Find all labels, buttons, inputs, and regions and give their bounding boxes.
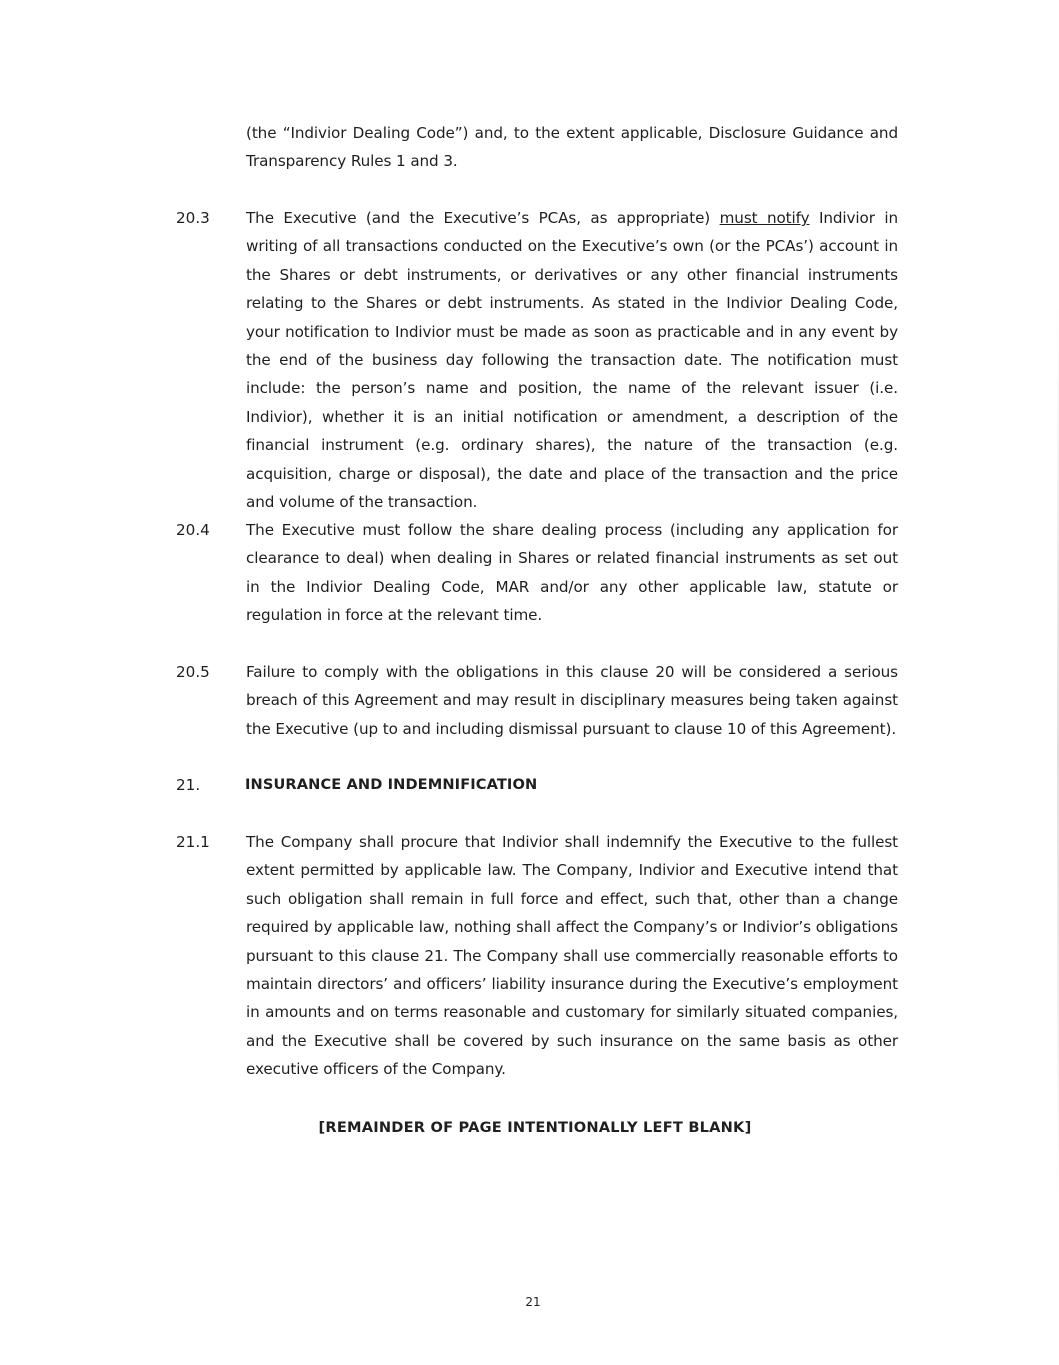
clause-20-5-number: 20.5 bbox=[176, 663, 210, 681]
remainder-blank-note: [REMAINDER OF PAGE INTENTIONALLY LEFT BLANK] bbox=[318, 1119, 752, 1136]
clause-20-3-text-rest: Indivior in writing of all transactions conducted on the Executive’s own (or the PCAs’) account in the Shares or debt instruments, or derivatives or any other financial instruments relating to the Shares or debt instruments. As stated in the Indivior Dealing Code, your notification to Indivior must be made as soon as practicable and in any event by the end of the business day following the transaction date. The notification must include: the person’s name and position, the name of the relevant issuer (i.e. Indivior), whether it is an initial notification or amendment, a description of the financial instrument (e.g. ordinary shares), the nature of the transaction (e.g. acquisition, charge or disposal), the date and place of the transaction and the price and volume of the transaction. bbox=[246, 209, 898, 512]
intro-paragraph: (the “Indivior Dealing Code”) and, to the extent applicable, Disclosure Guidance and Transparency Rules 1 and 3. bbox=[246, 124, 898, 171]
clause-21-1-text: The Company shall procure that Indivior shall indemnify the Executive to the fullest extent permitted by applicable law. The Company, Indivior and Executive intend that such obligation shall remain in full force and effect, such that, other than a change required by applicable law, nothing shall affect the Company’s or Indivior’s obligations pursuant to this clause 21. The Company shall use commercially reasonable efforts to maintain directors’ and officers’ liability insurance during the Executive’s employment in amounts and on terms reasonable and customary for similarly situated companies, and the Executive shall be covered by such insurance on the same basis as other executive officers of the Company. bbox=[246, 833, 898, 1079]
clause-20-3-number: 20.3 bbox=[176, 209, 210, 227]
must-notify-underlined: must notify bbox=[719, 209, 810, 227]
clause-20-3-text-start: The Executive (and the Executive’s PCAs, as appropriate) bbox=[246, 209, 720, 227]
clause-20-3-text bbox=[246, 204, 898, 516]
clause-21-1-number: 21.1 bbox=[176, 833, 210, 851]
clause-20-4-number: 20.4 bbox=[176, 521, 210, 539]
clause-21-number: 21. bbox=[176, 776, 201, 794]
page-number: 21 bbox=[525, 1295, 541, 1309]
clause-21-heading: INSURANCE AND INDEMNIFICATION bbox=[245, 776, 538, 793]
clause-20-4-text: The Executive must follow the share dealing process (including any application for clearance to deal) when dealing in Shares or related financial instruments as set out in the Indivior Dealing Code, MAR and/or any other applicable law, statute or regulation in force at the relevant time. bbox=[246, 521, 898, 625]
clause-20-5-text: Failure to comply with the obligations in this clause 20 will be considered a serious breach of this Agreement and may result in disciplinary measures being taken against the Executive (up to and including dismissal pursuant to clause 10 of this Agreement). bbox=[246, 663, 898, 738]
